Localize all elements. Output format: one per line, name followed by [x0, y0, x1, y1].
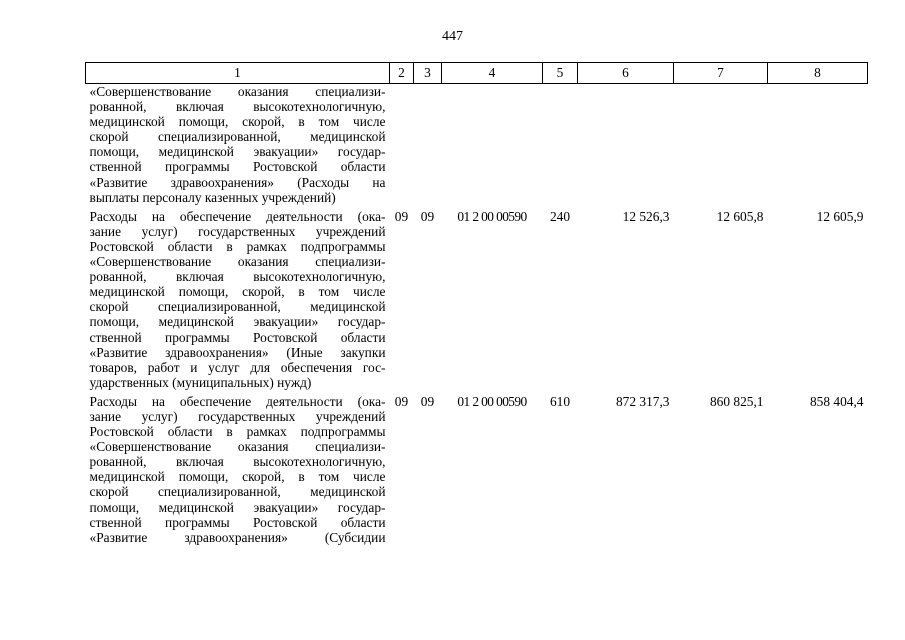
- table-row: [86, 394, 868, 549]
- description-line: Расходы на обеспечение деятельности (ока-: [89, 208, 386, 224]
- description-line: скорой специализированной, медицинской: [89, 484, 386, 500]
- description-line: рованной, включая высокотехнологичную,: [89, 99, 386, 115]
- description-line: выплаты персоналу казенных учреждений): [89, 189, 336, 205]
- amount-col6-cell: 12 526,3: [622, 208, 670, 224]
- amount-col8-cell: 858 404,4: [809, 393, 864, 409]
- budget-table: [85, 62, 868, 549]
- description-line: ственной программы Ростовской области: [89, 329, 386, 345]
- subsection-cell: 09: [420, 208, 435, 224]
- column-number-4: 4: [442, 63, 543, 84]
- description-line: зание услуг) государственных учреждений: [89, 408, 386, 424]
- amount-col7-cell: 12 605,8: [716, 208, 764, 224]
- section-cell: 09: [394, 208, 409, 224]
- description-line: медицинской помощи, скорой, в том числе: [89, 469, 386, 485]
- amount-col7-cell: [674, 84, 768, 209]
- target-article-cell: [442, 84, 543, 209]
- description-line: «Развитие здравоохранения» (Иные закупки: [89, 344, 386, 360]
- description-line: помощи, медицинской эвакуации» государ-: [89, 314, 386, 330]
- page-number: 447: [442, 29, 463, 44]
- description-line: «Совершенствование оказания специализи-: [89, 439, 386, 455]
- table-row: [86, 84, 868, 209]
- target-article-cell: 01 2 00 00590: [457, 393, 527, 409]
- column-number-2: 2: [390, 63, 414, 84]
- description-line: «Совершенствование оказания специализи-: [89, 254, 386, 270]
- description-line: Расходы на обеспечение деятельности (ока-: [89, 393, 386, 409]
- description-line: скорой специализированной, медицинской: [89, 129, 386, 145]
- description-line: медицинской помощи, скорой, в том числе: [89, 114, 386, 130]
- description-line: «Развитие здравоохранения» (Расходы на: [89, 174, 386, 190]
- description-line: ственной программы Ростовской области: [89, 514, 386, 530]
- description-line: товаров, работ и услуг для обеспечения гос-: [89, 359, 386, 375]
- description-line: зание услуг) государственных учреждений: [89, 223, 386, 239]
- column-number-7: 7: [674, 63, 768, 84]
- description-line: помощи, медицинской эвакуации» государ-: [89, 144, 386, 160]
- row-description: [86, 84, 390, 209]
- column-number-6: 6: [578, 63, 674, 84]
- description-line: медицинской помощи, скорой, в том числе: [89, 284, 386, 300]
- row-description: [86, 394, 390, 549]
- description-line: скорой специализированной, медицинской: [89, 299, 386, 315]
- column-number-1: 1: [86, 63, 390, 84]
- subsection-cell: [414, 84, 442, 209]
- column-number-3: 3: [414, 63, 442, 84]
- row-description: [86, 209, 390, 394]
- description-line: «Развитие здравоохранения» (Субсидии: [89, 529, 386, 545]
- description-line: помощи, медицинской эвакуации» государ-: [89, 499, 386, 515]
- description-line: «Совершенствование оказания специализи-: [89, 84, 386, 99]
- description-line: рованной, включая высокотехнологичную,: [89, 269, 386, 285]
- expense-type-cell: 240: [549, 208, 571, 224]
- expense-type-cell: [543, 84, 578, 209]
- description-line: рованной, включая высокотехнологичную,: [89, 454, 386, 470]
- target-article-cell: 01 2 00 00590: [457, 208, 527, 224]
- amount-col6-cell: [578, 84, 674, 209]
- description-line: Ростовской области в рамках подпрограммы: [89, 424, 386, 440]
- column-number-8: 8: [768, 63, 868, 84]
- description-line: Ростовской области в рамках подпрограммы: [89, 238, 386, 254]
- description-line: ственной программы Ростовской области: [89, 159, 386, 175]
- subsection-cell: 09: [420, 393, 435, 409]
- section-cell: 09: [394, 393, 409, 409]
- amount-col6-cell: 872 317,3: [615, 393, 670, 409]
- expense-type-cell: 610: [549, 393, 571, 409]
- table-row: [86, 209, 868, 394]
- amount-col8-cell: 12 605,9: [816, 208, 864, 224]
- column-number-row: [86, 63, 868, 84]
- description-line: ударственных (муниципальных) нужд): [89, 374, 312, 390]
- amount-col7-cell: 860 825,1: [709, 393, 764, 409]
- section-cell: [390, 84, 414, 209]
- column-number-5: 5: [543, 63, 578, 84]
- amount-col8-cell: [768, 84, 868, 209]
